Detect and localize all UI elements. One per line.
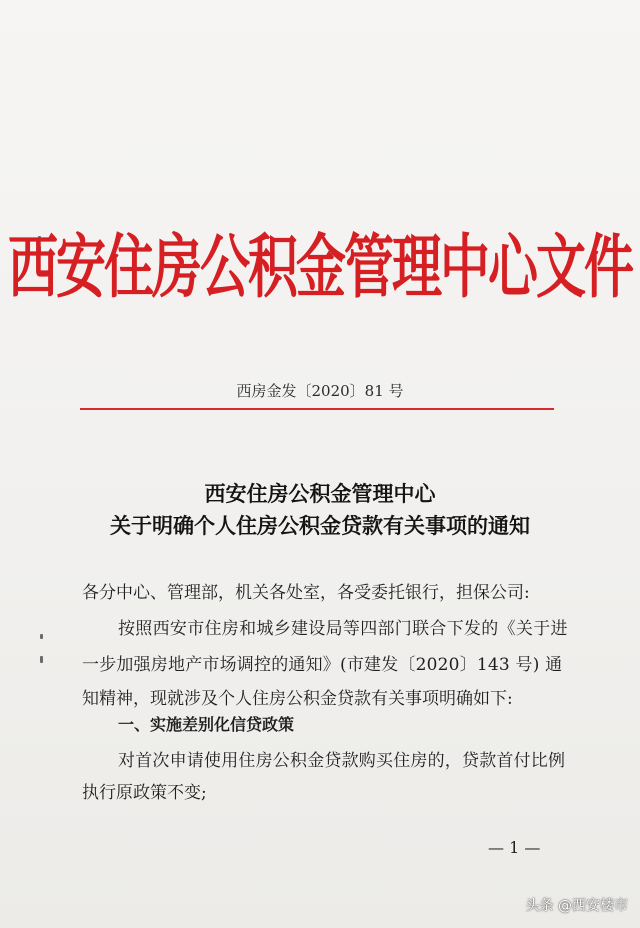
- issuer-header: 西安住房公积金管理中心文件: [8, 225, 632, 308]
- body-line: 对首次申请使用住房公积金贷款购买住房的，贷款首付比例: [118, 751, 566, 771]
- page-number: — 1 —: [488, 838, 541, 857]
- body-line: 一步加强房地产市场调控的通知》(市建发〔2020〕143 号) 通: [82, 655, 563, 675]
- watermark: 头条 @西安楼市: [525, 898, 628, 914]
- section-heading: 一、实施差别化信贷政策: [118, 715, 295, 734]
- notice-title-line1: 西安住房公积金管理中心: [204, 481, 436, 506]
- body-line: 执行原政策不变;: [82, 783, 207, 803]
- notice-title-line2: 关于明确个人住房公积金贷款有关事项的通知: [110, 513, 530, 538]
- binding-mark: [40, 656, 43, 663]
- salutation: 各分中心、管理部，机关各处室，各受委托银行，担保公司:: [82, 583, 530, 603]
- binding-mark: [40, 634, 43, 639]
- red-separator-line: [80, 408, 554, 410]
- body-line: 按照西安市住房和城乡建设局等四部门联合下发的《关于进: [118, 619, 568, 639]
- body-line: 知精神，现就涉及个人住房公积金贷款有关事项明确如下:: [82, 689, 513, 709]
- document-number: 西房金发〔2020〕81 号: [236, 382, 404, 400]
